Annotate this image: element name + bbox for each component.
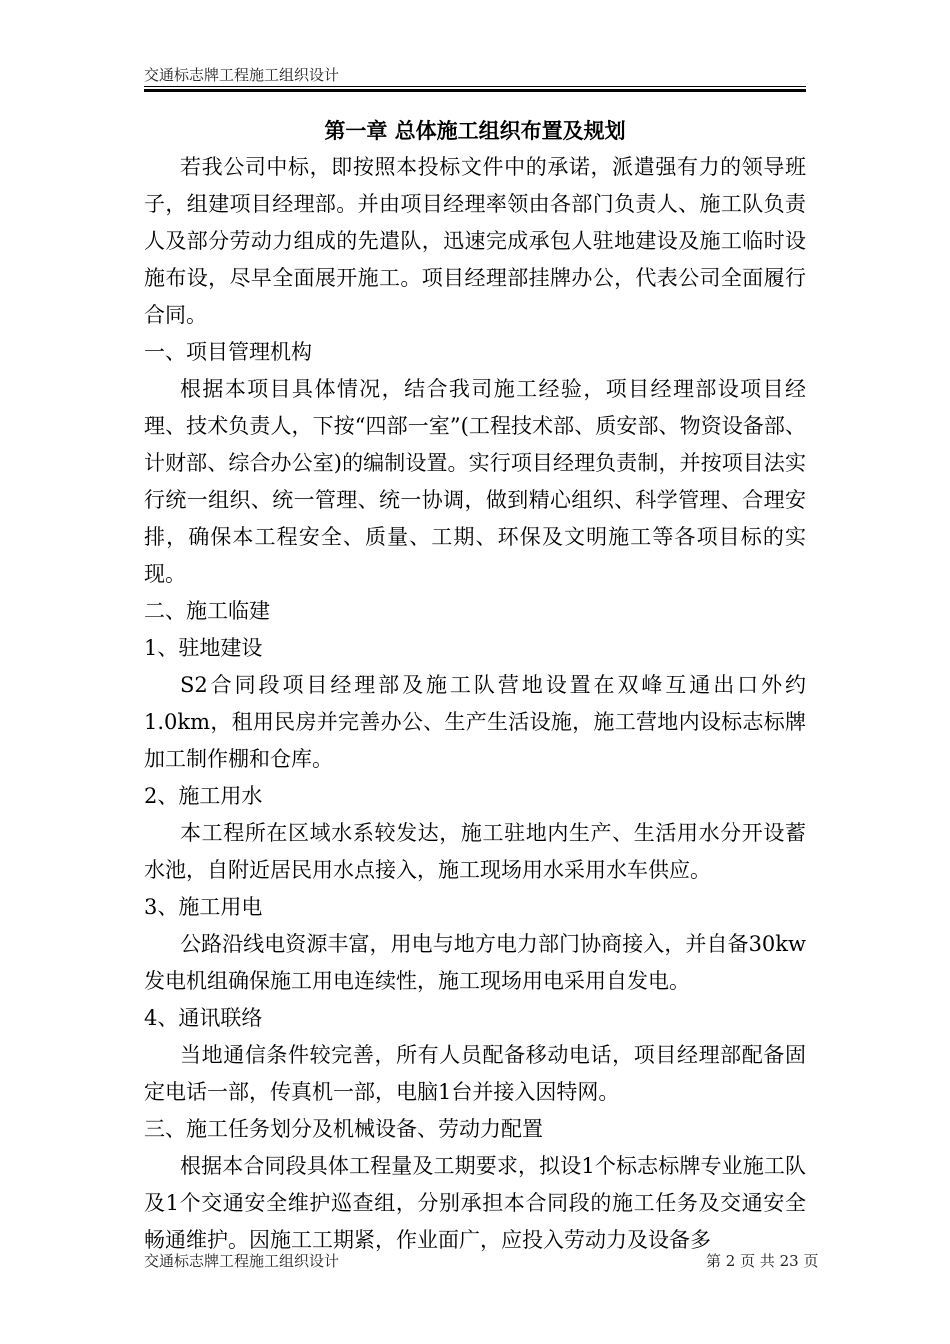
section-heading: 二、施工临建: [144, 599, 270, 623]
chapter-title: 第一章 总体施工组织布置及规划: [324, 118, 626, 143]
page-header-title: 交通标志牌工程施工组织设计: [144, 66, 340, 84]
section-heading: 三、施工任务划分及机械设备、劳动力配置: [144, 1117, 543, 1141]
paragraph: 当地通信条件较完善，所有人员配备移动电话，项目经理部配备固定电话一部，传真机一部，电脑1台并接入因特网。: [144, 1043, 806, 1104]
paragraph: 公路沿线电资源丰富，用电与地方电力部门协商接入，并自备30kw发电机组确保施工用电连续性，施工现场用电采用自发电。: [144, 932, 806, 993]
section-heading: 一、项目管理机构: [144, 340, 312, 364]
paragraph: 本工程所在区域水系较发达，施工驻地内生产、生活用水分开设蓄水池，自附近居民用水点接入，施工现场用水采用水车供应。: [144, 821, 806, 882]
subsection-heading: 4、通讯联络: [144, 1006, 263, 1030]
paragraph: S2合同段项目经理部及施工队营地设置在双峰互通出口外约1.0km，租用民房并完善办公、生产生活设施，施工营地内设标志标牌加工制作棚和仓库。: [144, 673, 806, 771]
header-rule-thick: [144, 89, 806, 92]
subsection-heading: 2、施工用水: [144, 784, 263, 808]
page-number: 第 2 页 共 23 页: [706, 1252, 819, 1270]
subsection-heading: 1、驻地建设: [144, 636, 263, 660]
paragraph: 若我公司中标，即按照本投标文件中的承诺，派遣强有力的领导班子，组建项目经理部。并由项目经理率领由各部门负责人、施工队负责人及部分劳动力组成的先遣队，迅速完成承包人驻地建设及施工临时设施布设，尽早全面展开施工。项目经理部挂牌办公，代表公司全面履行合同。: [144, 155, 806, 327]
paragraph: 根据本合同段具体工程量及工期要求，拟设1个标志标牌专业施工队及1个交通安全维护巡查组，分别承担本合同段的施工任务及交通安全畅通维护。因施工工期紧，作业面广，应投入劳动力及设备多: [144, 1154, 806, 1252]
header-rule-thin: [144, 86, 806, 87]
document-body: [144, 115, 806, 1259]
subsection-heading: 3、施工用电: [144, 895, 263, 919]
paragraph: 根据本项目具体情况，结合我司施工经验，项目经理部设项目经理、技术负责人，下按“四部一室”(工程技术部、质安部、物资设备部、计财部、综合办公室)的编制设置。实行项目经理负责制，并按项目法实行统一组织、统一管理、统一协调，做到精心组织、科学管理、合理安排，确保本工程安全、质量、工期、环保及文明施工等各项目标的实现。: [144, 377, 806, 586]
page-footer-title: 交通标志牌工程施工组织设计: [144, 1252, 340, 1270]
